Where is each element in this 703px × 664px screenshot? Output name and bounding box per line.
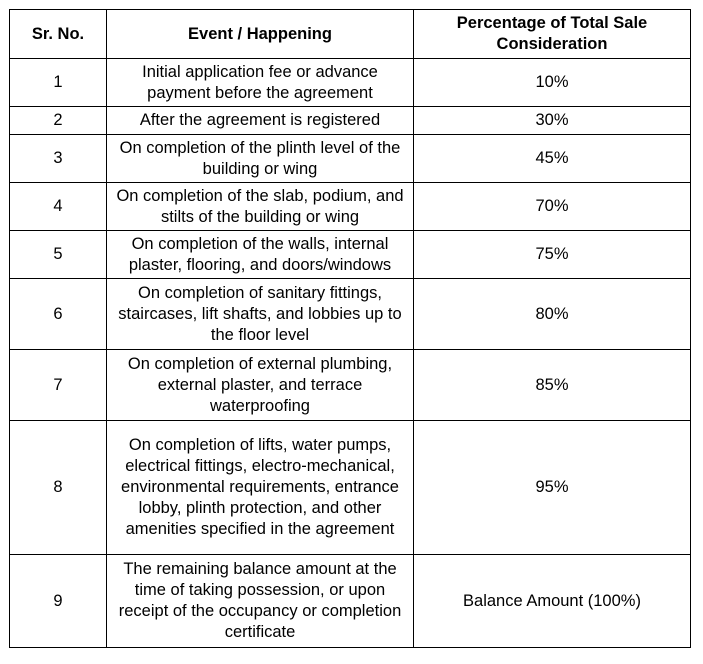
percentage-cell: 85%	[414, 350, 691, 421]
event-cell: After the agreement is registered	[107, 107, 414, 135]
event-cell: On completion of the plinth level of the building or wing	[107, 135, 414, 183]
percentage-cell: 30%	[414, 107, 691, 135]
sr-no-cell: 5	[10, 231, 107, 279]
sr-no-cell: 8	[10, 421, 107, 555]
sr-no-cell: 7	[10, 350, 107, 421]
header-row	[10, 10, 691, 59]
header-sr-no: Sr. No.	[10, 10, 107, 59]
sr-no-cell: 9	[10, 555, 107, 648]
event-cell: On completion of the walls, internal plaster, flooring, and doors/windows	[107, 231, 414, 279]
percentage-cell: 70%	[414, 183, 691, 231]
header-event: Event / Happening	[107, 10, 414, 59]
event-cell: On completion of external plumbing, external plaster, and terrace waterproofing	[107, 350, 414, 421]
sr-no-cell: 3	[10, 135, 107, 183]
sr-no-cell: 2	[10, 107, 107, 135]
table-row	[10, 421, 691, 555]
event-cell: On completion of the slab, podium, and stilts of the building or wing	[107, 183, 414, 231]
table-row	[10, 183, 691, 231]
sr-no-cell: 4	[10, 183, 107, 231]
table-row	[10, 231, 691, 279]
sr-no-cell: 1	[10, 59, 107, 107]
table-row	[10, 279, 691, 350]
percentage-cell: 80%	[414, 279, 691, 350]
event-cell: On completion of lifts, water pumps, electrical fittings, electro-mechanical, environmental requirements, entrance lobby, plinth protection, and other amenities specified in the agreement	[107, 421, 414, 555]
event-cell: The remaining balance amount at the time of taking possession, or upon receipt of the occupancy or completion certificate	[107, 555, 414, 648]
table-row	[10, 350, 691, 421]
table-row	[10, 107, 691, 135]
percentage-cell: 10%	[414, 59, 691, 107]
event-cell: Initial application fee or advance payment before the agreement	[107, 59, 414, 107]
table-row	[10, 135, 691, 183]
payment-schedule-table	[9, 9, 691, 648]
header-percentage: Percentage of Total Sale Consideration	[414, 10, 691, 59]
table-row	[10, 59, 691, 107]
percentage-cell: 75%	[414, 231, 691, 279]
event-cell: On completion of sanitary fittings, staircases, lift shafts, and lobbies up to the floor level	[107, 279, 414, 350]
percentage-cell: 45%	[414, 135, 691, 183]
table-row	[10, 555, 691, 648]
percentage-cell: Balance Amount (100%)	[414, 555, 691, 648]
percentage-cell: 95%	[414, 421, 691, 555]
sr-no-cell: 6	[10, 279, 107, 350]
